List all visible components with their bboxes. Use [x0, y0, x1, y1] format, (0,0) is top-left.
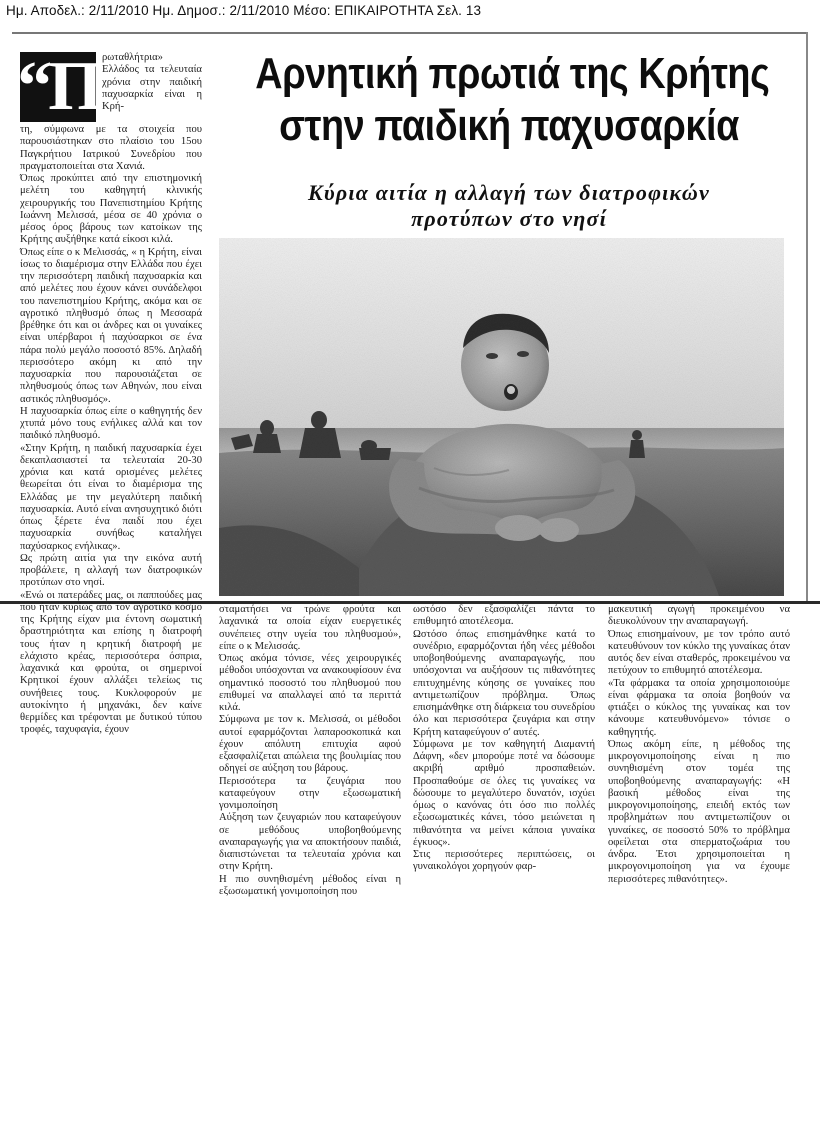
- paragraph: Η πιο συνηθισμένη μέθοδος είναι η εξωσωματική γονιμοποίηση που: [219, 873, 401, 897]
- article-title: [255, 48, 770, 152]
- paragraph: Αύξηση των ζευγαριών που καταφεύγουν σε μεθόδους υποβοηθούμενης αναπαραγωγής για να αποκτήσουν παιδιά, διαπιστώνεται τα τελευταία χρόνια και στην Κρήτη.: [219, 812, 401, 873]
- paragraph: μακευτική αγωγή προκειμένου να διευκολύνουν την αναπαραγωγή.: [608, 604, 790, 628]
- paragraph: Όπως προκύπτει από την επιστημονική μελέτη του καθηγητή κλινικής χειρουργικής του Πανεπιστημίου Κρήτης Ιωάννη Μελισσά, μέσα σε 40 χρόνια ο μέσος όρος βάρους των κατοίκων της Κρήτης αυξήθηκε κατά είκοσι κιλά.: [20, 173, 202, 246]
- paragraph: «Στην Κρήτη, η παιδική παχυσαρκία έχει δεκαπλασιαστεί τα τελευταία 20-30 χρόνια και κατά ορισμένες μελέτες θεωρείται ότι είναι το διαμέρισμα της Ελλάδας με την μεγαλύτερη παιδική παχυσαρκία. Αυτό είναι ανησυχητικό διότι όπως ξέρετε ένα παιδί που έχει παχυσαρκία συνήθως καταλήγει παχύσαρκος ενήλικας».: [20, 442, 202, 552]
- paragraph: σταματήσει να τρώνε φρούτα και λαχανικά τα οποία είχαν ευεργετικές συνέπειες στην υγεία του πληθυσμού», είπε ο κ Μελισσάς.: [219, 604, 401, 652]
- title-line-1: Αρνητική πρωτιά της Κρήτης: [255, 49, 770, 98]
- paragraph: Σύμφωνα με τον καθηγητή Διαμαντή Δάφνη, «δεν μπορούμε ποτέ να δώσουμε ακριβή αριθμό προσπαθειών. Προσπαθούμε σε όλες τις γυναίκες να δώσουμε το μεγαλύτερο δυνατόν, ισχύει όμως ο κανόνας ότι όσο πιο πολλές εξωσωματικές κάνει, τόσο μειώνεται η πιθανότητα να μείνει κάποια γυναίκα έγκυος».: [413, 738, 595, 848]
- article-column-4: [608, 604, 790, 886]
- paragraph: Όπως ακόμα τόνισε, νέες χειρουργικές μέθοδοι υπόσχονται να ανακουφίσουν ένα σημαντικό ποσοστό του πληθυσμού που επιθυμεί να απαλλαγεί από τα περιττά κιλά.: [219, 653, 401, 713]
- paragraph: Σύμφωνα με τον κ. Μελισσά, οι μέθοδοι αυτοί εφαρμόζονται λαπαροσκοπικά και έχουν απόλυτη επιτυχία αφού εξασφαλίζεται απώλεια της βουλιμίας που οδηγεί σε αύξηση του βάρους.: [219, 714, 401, 775]
- paragraph: Όπως είπε ο κ Μελισσάς, « η Κρήτη, είναι ίσως το διαμέρισμα στην Ελλάδα που έχει την περισσότερη παιδική παχυσαρκία και από μελέτες που έχουν κάνει συνάδελφοι του πανεπιστημίου Κρήτης, ακόμα και σε αγροτικό πληθυσμό όπως η Μεσσαρά βρέθηκε ότι και οι άνδρες και οι γυναίκες είναι υπέρβαροι ή παχύσαρκοι σε ένα πάρα πολύ μεγάλο ποσοστό 85%. Δηλαδή περισσότερο ακόμη κι από την παχυσαρκία που παρουσιάζεται σε πληθυσμούς όπως των Αθηνών, που είναι αστικός πληθυσμός».: [20, 246, 202, 405]
- frame-top-line: [12, 32, 808, 34]
- dropcap-text: ρωταθλήτρια» Ελλάδος τα τελευταία χρόνια στην παιδική παχυσαρκία είναι η Κρή-: [102, 52, 202, 112]
- article-column-2: [219, 604, 401, 898]
- paragraph: Η παχυσαρκία όπως είπε ο καθηγητής δεν χτυπά μόνο τους ενήλικες αλλά και τον παιδικό πληθυσμό.: [20, 405, 202, 442]
- paragraph: Στις περισσότερες περιπτώσεις, οι γυναικολόγοι χορηγούν φαρ-: [413, 849, 595, 873]
- paragraph: «Τα φάρμακα τα οποία χρησιμοποιούμε είναι φάρμακα τα οποία βοηθούν να φτιάξει ο κύκλος της γυναίκας και τον κάνουμε κατευθυνόμενο» τόνισε ο καθηγητής.: [608, 677, 790, 738]
- article-column-3: [413, 604, 595, 874]
- paragraph: Όπως ακόμη είπε, η μέθοδος της μικρογονιμοποίησης είναι η πιο συνηθισμένη στον τομέα της υποβοηθούμενης αναπαραγωγής: «Η βασική μέθοδος είναι της μικρογονιμοποίησης, επειδή εκτός των προβλημάτων που αντιμετωπίζουν οι γυναίκες, σε ποσοστό 50% το πρόβλημα οφείλεται στα σπερματοζωάρια του άνδρα. Έτσι χρησιμοποιείται η μικρογονιμοποίηση για να έχουμε περισσότερες πιθανότητες».: [608, 738, 790, 885]
- page-header: Ημ. Αποδελ.: 2/11/2010 Ημ. Δημοσ.: 2/11/2010 Μέσο: ΕΠΙΚΑΙΡΟΤΗΤΑ Σελ. 13: [6, 3, 482, 18]
- article-column-1: [17, 48, 202, 737]
- beach-photo-illustration: [219, 238, 784, 596]
- paragraph: Όπως επισημαίνουν, με τον τρόπο αυτό κατευθύνουν τον κύκλο της γυναίκας όταν αυτός δεν είναι σταθερός, προκειμένου να πετύχουν το επιθυμητό αποτέλεσμα.: [608, 628, 790, 677]
- paragraph: ωστόσο δεν εξασφαλίζει πάντα το επιθυμητό αποτέλεσμα.: [413, 604, 595, 628]
- dropcap: “Π: [17, 48, 99, 125]
- paragraph: «Ενώ οι πατεράδες μας, οι παππούδες μας που ήταν κυρίως από τον αγροτικό κόσμο της Κρήτης είχαν μια έντονη σωματική δραστηριότητα και επίσης η διατροφή τους ήταν η κρητική διατροφή με ελάχιστο κρέας, περισσότερα όσπρια, λαχανικά και φρούτα, οι σημερινοί Κρητικοί έχουν αλλάξει τελείως τις συνήθειες τους. Κυκλοφορούν με αυτοκίνητο ή μηχανάκι, δεν καίνε θερμίδες και τρέφονται με δυτικού τύπου τροφές, ταχυφαγία, έχουν: [20, 589, 202, 736]
- paragraph: Περισσότερα τα ζευγάρια που καταφεύγουν στην εξωσωματική γονιμοποίηση: [219, 775, 401, 811]
- article-photo: [219, 238, 784, 596]
- paragraph: Ως πρώτη αιτία για την εικόνα αυτή προβάλετε, η αλλαγή των διατροφικών προτύπων στο νησί.: [20, 552, 202, 589]
- subtitle-line-2: προτύπων στο νησί: [411, 206, 607, 231]
- title-line-2: στην παιδική παχυσαρκία: [279, 101, 739, 150]
- frame-right-line: [806, 32, 808, 604]
- article-subtitle: [214, 180, 804, 232]
- dropcap-row: [17, 48, 202, 125]
- paragraph: Ωστόσο όπως επισημάνθηκε κατά το συνέδριο, εφαρμόζονται ήδη νέες μέθοδοι υποβοηθούμενης αναπαραγωγής, που υπόσχονται να αυξήσουν τις πιθανότητες επιτυχημένης κύησης σε γυναίκες που αντιμετωπίζουν πρόβλημα. Όπως επισημάνθηκε στη διάρκεια του συνεδρίου όλο και περισσότερα ζευγάρια και στην Κρήτη καταφεύγουν σ' αυτές.: [413, 628, 595, 738]
- paragraph: τη, σύμφωνα με τα στοιχεία που παρουσιάστηκαν στο πλαίσιο του 15ου Παγκρήτιου Ιατρικού Συνεδρίου που πραγματοποιείται στα Χανιά.: [20, 124, 202, 172]
- subtitle-line-1: Κύρια αιτία η αλλαγή των διατροφικών: [308, 180, 710, 205]
